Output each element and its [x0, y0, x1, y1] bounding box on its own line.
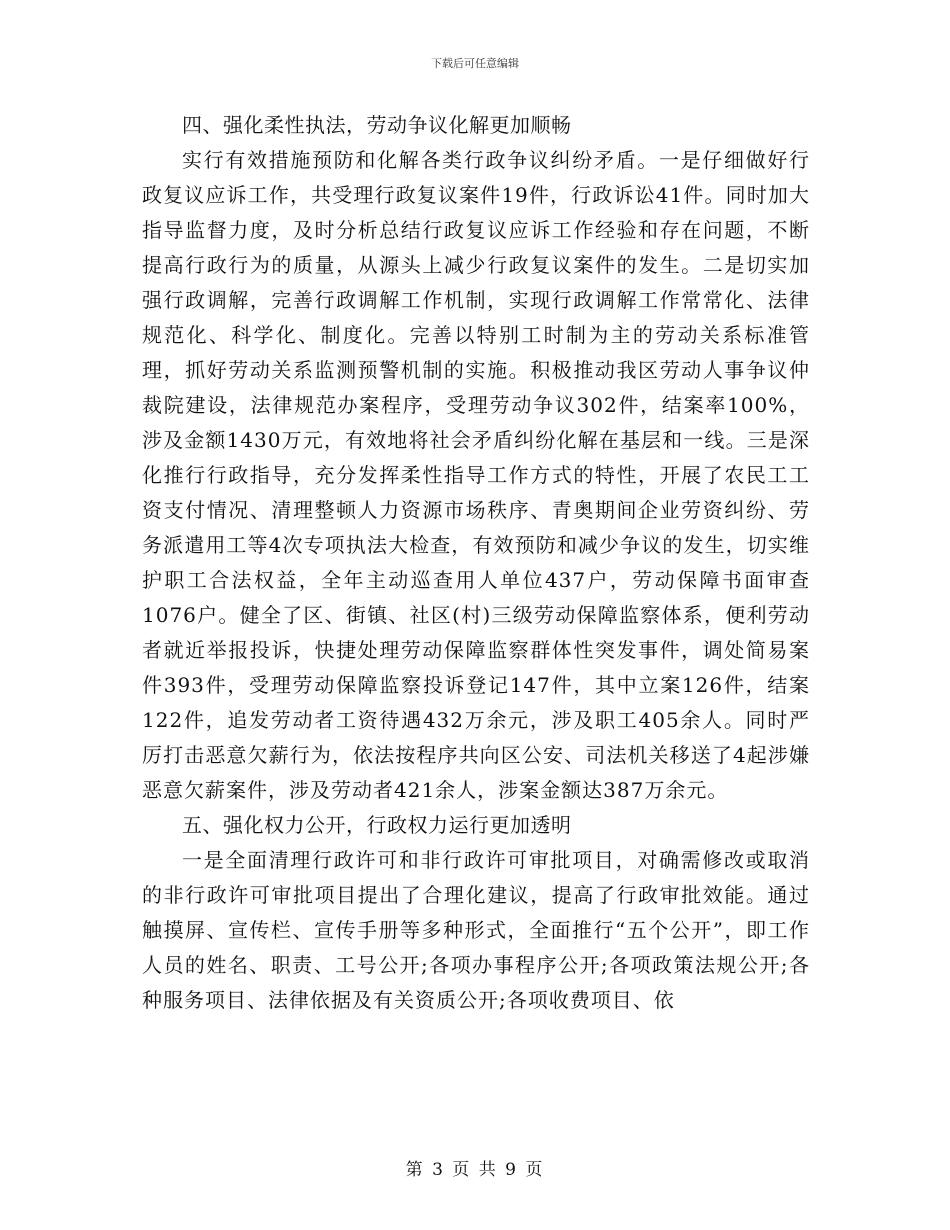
section-5-heading: 五、强化权力公开，行政权力运行更加透明 — [182, 813, 572, 837]
section-4-heading: 四、强化柔性执法，劳动争议化解更加顺畅 — [182, 113, 572, 137]
document-body — [142, 108, 810, 1018]
section-5-paragraph: 一是全面清理行政许可和非行政许可审批项目，对确需修改或取消的非行政许可审批项目提出了合理化建议，提高了行政审批效能。通过触摸屏、宣传栏、宣传手册等多种形式，全面推行“五个公开”，即工作人员的姓名、职责、工号公开;各项办事程序公开;各项政策法规公开;各种服务项目、法律依据及有关资质公开;各项收费项目、依 — [142, 848, 810, 1012]
section-4-paragraph: 实行有效措施预防和化解各类行政争议纠纷矛盾。一是仔细做好行政复议应诉工作，共受理行政复议案件19件，行政诉讼41件。同时加大指导监督力度，及时分析总结行政复议应诉工作经验和存在问题，不断提高行政行为的质量，从源头上减少行政复议案件的发生。二是切实加强行政调解，完善行政调解工作机制，实现行政调解工作常常化、法律规范化、科学化、制度化。完善以特别工时制为主的劳动关系标准管理，抓好劳动关系监测预警机制的实施。积极推动我区劳动人事争议仲裁院建设，法律规范办案程序，受理劳动争议302件，结案率100%，涉及金额1430万元，有效地将社会矛盾纠纷化解在基层和一线。三是深化推行行政指导，充分发挥柔性指导工作方式的特性，开展了农民工工资支付情况、清理整顿人力资源市场秩序、青奥期间企业劳资纠纷、劳务派遣用工等4次专项执法大检查，有效预防和减少争议的发生，切实维护职工合法权益，全年主动巡查用人单位437户，劳动保障书面审查1076户。健全了区、街镇、社区(村)三级劳动保障监察体系，便利劳动者就近举报投诉，快捷处理劳动保障监察群体性突发事件，调处简易案件393件，受理劳动保障监察投诉登记147件，其中立案126件，结案122件，追发劳动者工资待遇432万余元，涉及职工405余人。同时严厉打击恶意欠薪行为，依法按程序共向区公安、司法机关移送了4起涉嫌恶意欠薪案件，涉及劳动者421余人，涉案金额达387万余元。 — [142, 148, 810, 802]
page-number-footer: 第 3 页 共 9 页 — [405, 1160, 545, 1180]
header-note: 下载后可任意编辑 — [431, 57, 519, 70]
